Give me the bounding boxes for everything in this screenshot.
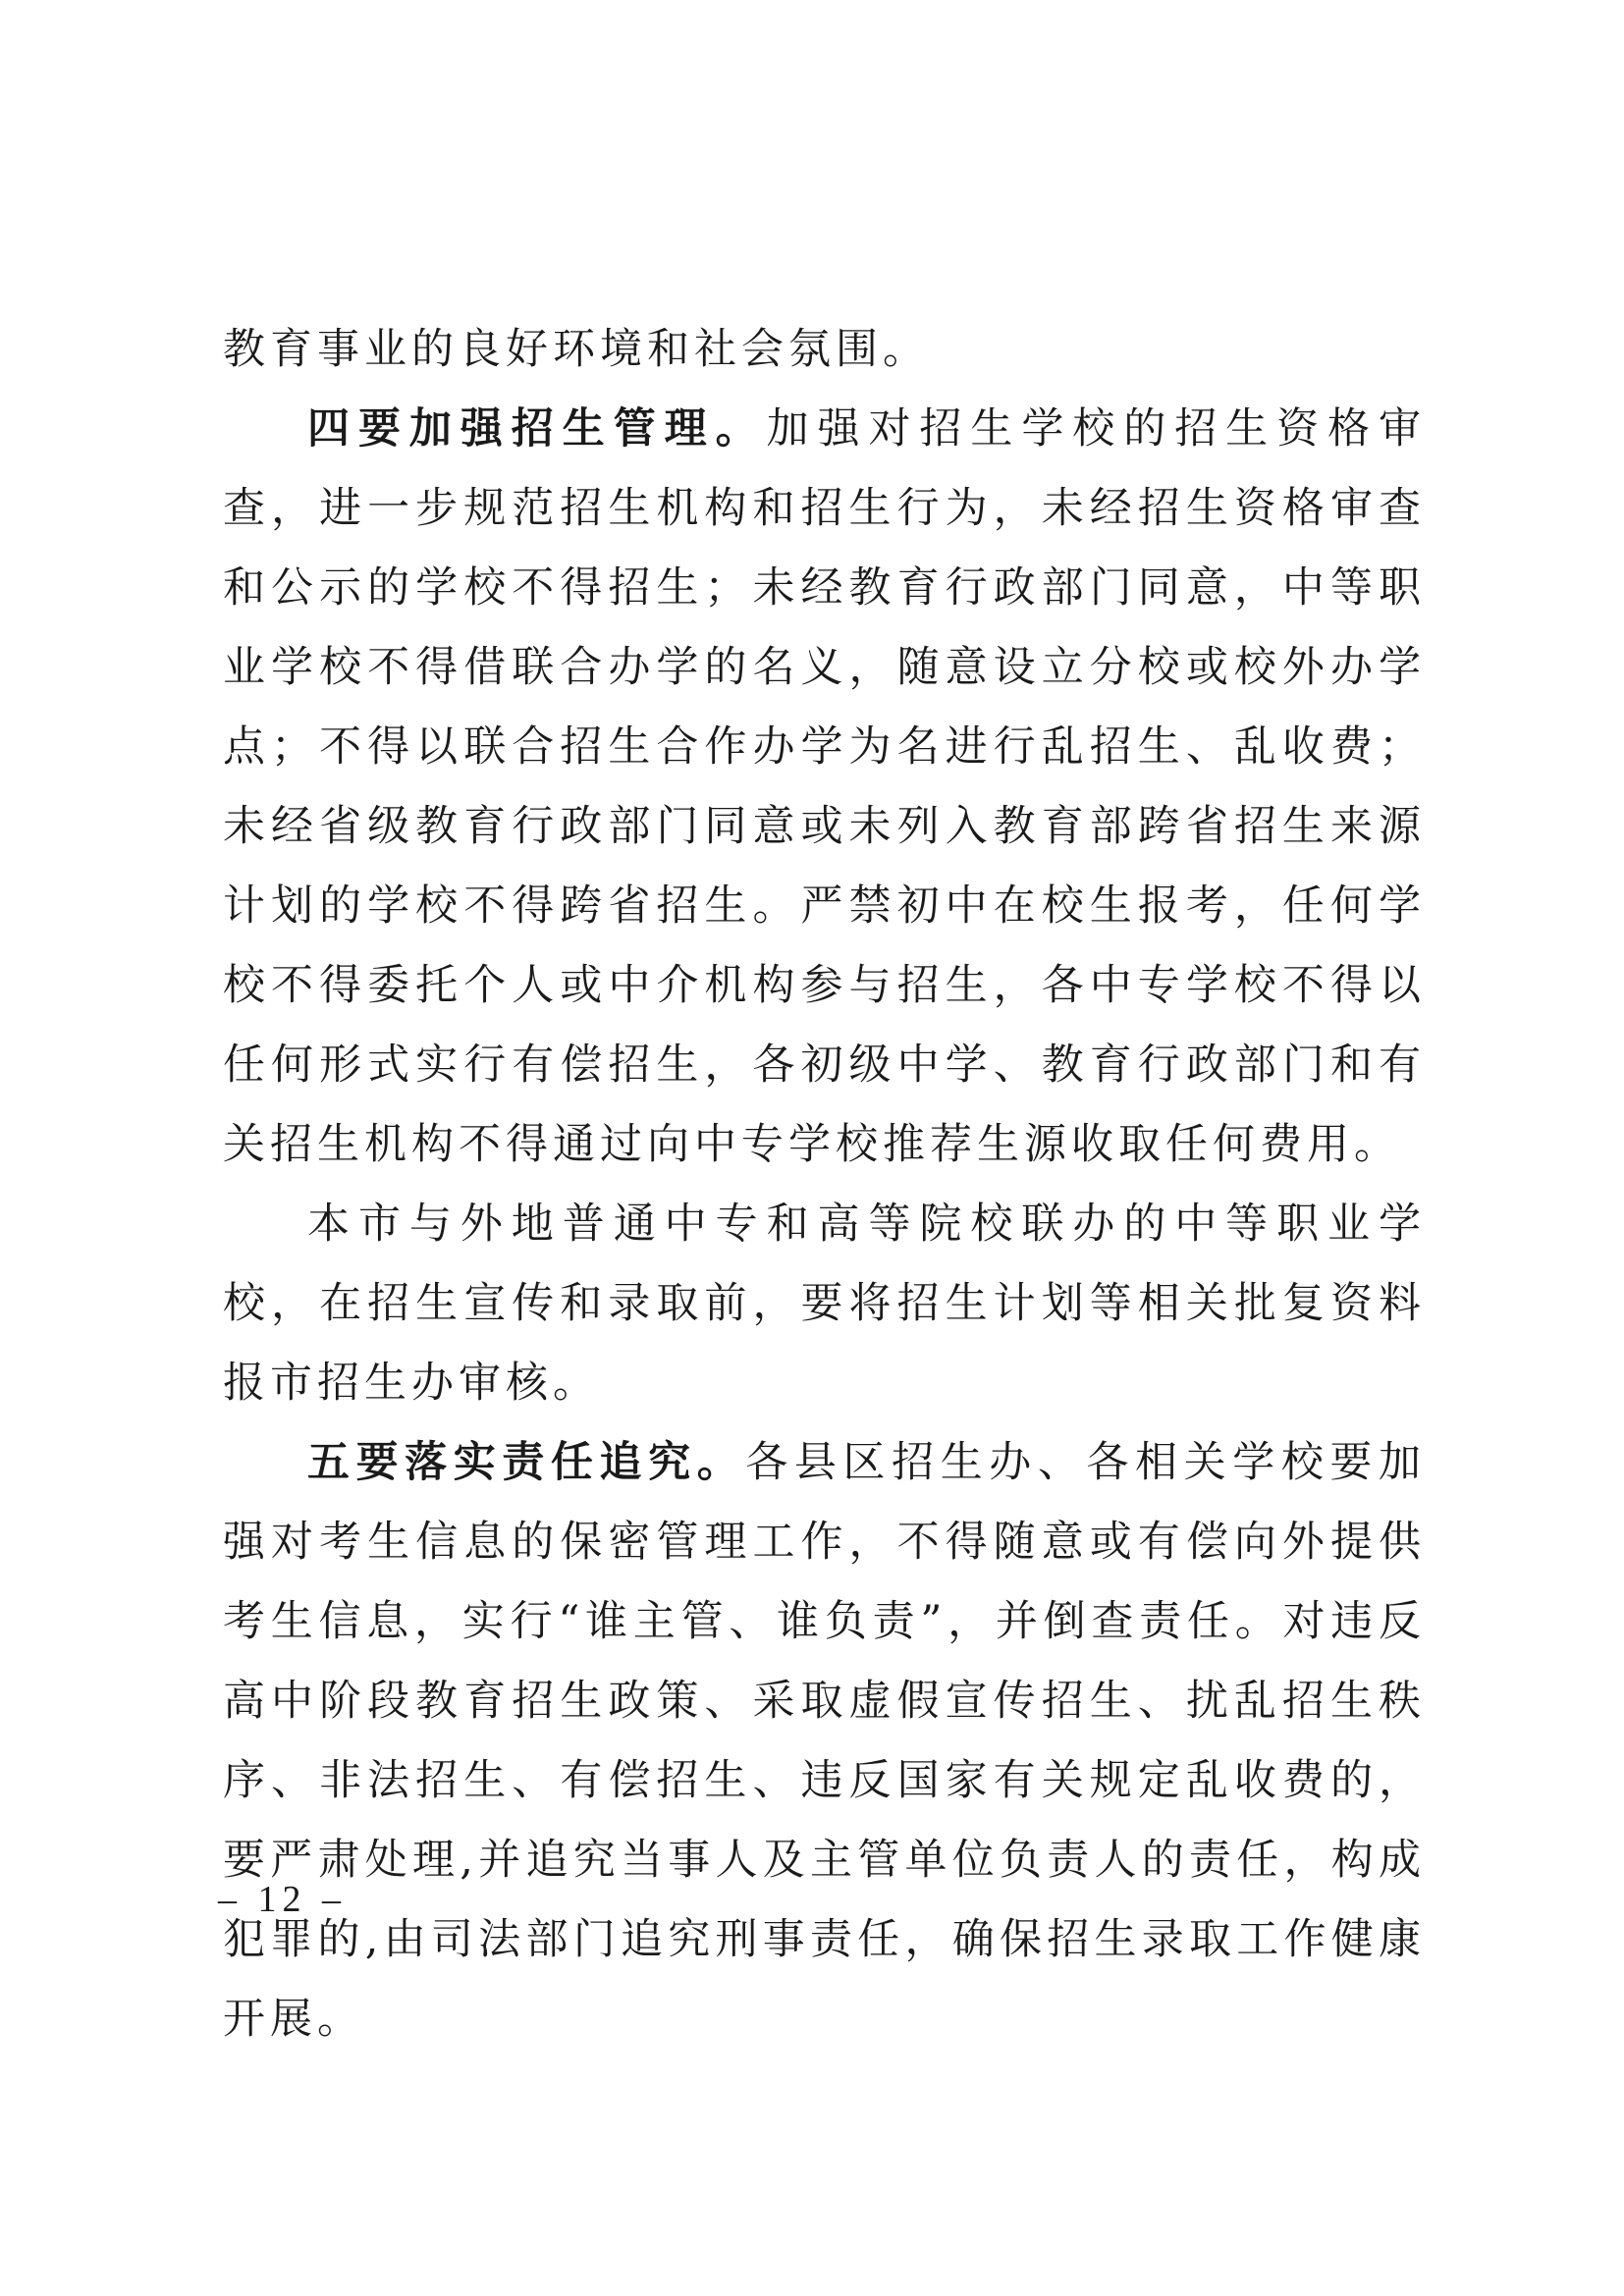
paragraph-heading: 四要加强招生管理。 bbox=[307, 404, 767, 454]
paragraph-text: 各县区招生办、各相关学校要加强对考生信息的保密管理工作，不得随意或有偿向外提供考生信息，实行“谁主管、谁负责”，并倒查责任。对违反高中阶段教育招生政策、采取虚假宣传招生、扰乱招生秩序、非法招生、有偿招生、违反国家有关规定乱收费的，要严肃处理,并追究当事人及主管单位负责人的责任，构成犯罪的,由司法部门追究刑事责任，确保招生录取工作健康开展。 bbox=[223, 1438, 1427, 2044]
paragraph-heading: 五要落实责任追究。 bbox=[307, 1438, 746, 1487]
paragraph-continuation bbox=[223, 310, 1426, 390]
document-body bbox=[223, 310, 1426, 2059]
paragraph-joint-schools bbox=[223, 1185, 1426, 1423]
paragraph-accountability bbox=[223, 1423, 1426, 2059]
paragraph-enrollment-management bbox=[223, 390, 1426, 1185]
paragraph-text: 教育事业的良好环境和社会氛围。 bbox=[223, 325, 930, 374]
page-number: – 12 – bbox=[218, 1879, 347, 1920]
paragraph-text: 本市与外地普通中专和高等院校联办的中等职业学校，在招生宣传和录取前，要将招生计划等相关批复资料报市招生办审核。 bbox=[223, 1200, 1426, 1408]
paragraph-text: 加强对招生学校的招生资格审查，进一步规范招生机构和招生行为，未经招生资格审查和公示的学校不得招生；未经教育行政部门同意，中等职业学校不得借联合办学的名义，随意设立分校或校外办学点；不得以联合招生合作办学为名进行乱招生、乱收费；未经省级教育行政部门同意或未列入教育部跨省招生来源计划的学校不得跨省招生。严禁初中在校生报考，任何学校不得委托个人或中介机构参与招生，各中专学校不得以任何形式实行有偿招生，各初级中学、教育行政部门和有关招生机构不得通过向中专学校推荐生源收取任何费用。 bbox=[223, 404, 1427, 1169]
